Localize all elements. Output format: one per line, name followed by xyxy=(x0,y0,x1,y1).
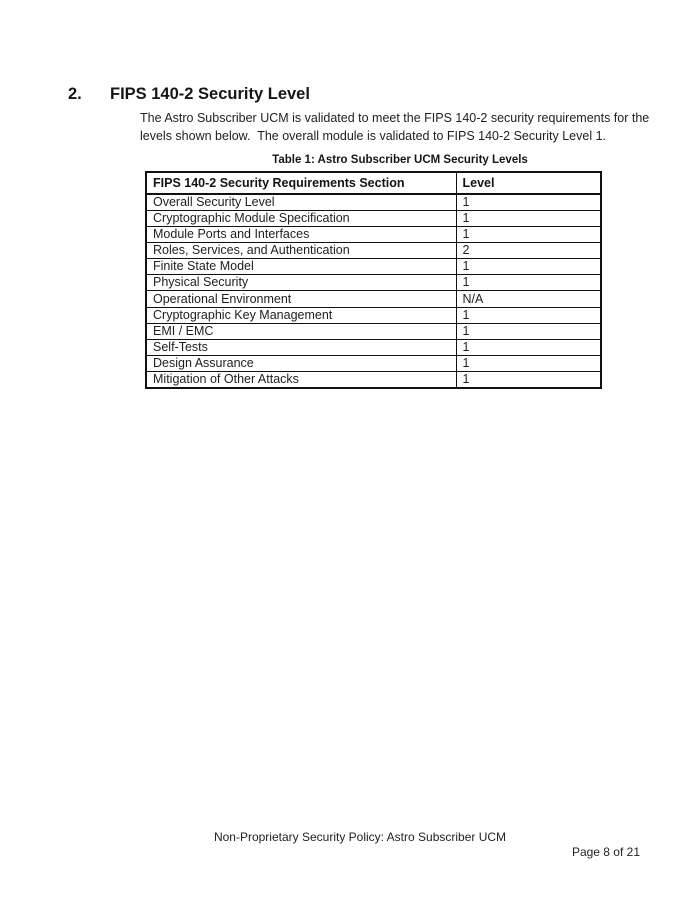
cell-section: Self-Tests xyxy=(146,339,456,355)
footer-page-number: Page 8 of 21 xyxy=(571,845,640,859)
table-row xyxy=(146,227,601,243)
cell-level: 1 xyxy=(456,194,601,211)
cell-section: Physical Security xyxy=(146,275,456,291)
table-row xyxy=(146,307,601,323)
cell-level: N/A xyxy=(456,291,601,307)
cell-level: 1 xyxy=(456,323,601,339)
cell-section: Module Ports and Interfaces xyxy=(146,227,456,243)
cell-level: 1 xyxy=(456,371,601,388)
table-header-row xyxy=(146,172,601,194)
section-heading xyxy=(0,84,695,106)
table-row xyxy=(146,339,601,355)
cell-section: Mitigation of Other Attacks xyxy=(146,371,456,388)
header-section: FIPS 140-2 Security Requirements Section xyxy=(146,172,456,194)
table-row xyxy=(146,243,601,259)
table-row xyxy=(146,291,601,307)
header-level: Level xyxy=(456,172,601,194)
cell-section: Finite State Model xyxy=(146,259,456,275)
cell-section: Overall Security Level xyxy=(146,194,456,211)
footer-document-title: Non-Proprietary Security Policy: Astro Subscriber UCM xyxy=(213,830,507,844)
table-row xyxy=(146,211,601,227)
cell-level: 1 xyxy=(456,259,601,275)
section-number: 2. xyxy=(68,85,82,103)
table-row xyxy=(146,275,601,291)
body-paragraph: The Astro Subscriber UCM is validated to meet the FIPS 140-2 security requirements for the levels shown below. The overall module is validated to FIPS 140-2 Security Level 1. xyxy=(140,111,653,143)
table-row xyxy=(146,355,601,371)
cell-level: 2 xyxy=(456,243,601,259)
cell-level: 1 xyxy=(456,355,601,371)
cell-level: 1 xyxy=(456,339,601,355)
cell-level: 1 xyxy=(456,211,601,227)
cell-section: Cryptographic Key Management xyxy=(146,307,456,323)
cell-level: 1 xyxy=(456,307,601,323)
cell-section: Design Assurance xyxy=(146,355,456,371)
cell-section: Operational Environment xyxy=(146,291,456,307)
table-caption: Table 1: Astro Subscriber UCM Security Levels xyxy=(272,154,528,166)
cell-level: 1 xyxy=(456,227,601,243)
section-title: FIPS 140-2 Security Level xyxy=(110,85,310,103)
table-row xyxy=(146,194,601,211)
cell-section: EMI / EMC xyxy=(146,323,456,339)
security-levels-table xyxy=(145,171,602,389)
cell-section: Roles, Services, and Authentication xyxy=(146,243,456,259)
table-row xyxy=(146,259,601,275)
cell-section: Cryptographic Module Specification xyxy=(146,211,456,227)
table-row xyxy=(146,371,601,388)
table-row xyxy=(146,323,601,339)
cell-level: 1 xyxy=(456,275,601,291)
